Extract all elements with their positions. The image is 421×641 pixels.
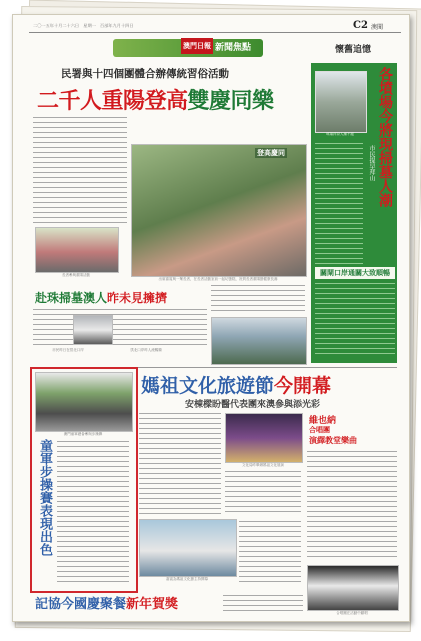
main-kicker: 民署與十四個團體合辦傳統習俗活動 [61, 68, 229, 80]
right-headline: 各墳場今將現掃墓人潮 [377, 67, 393, 207]
music-photo [307, 565, 399, 611]
corner-tag: 懷舊追憶 [335, 45, 372, 55]
secondary-headline [35, 289, 167, 306]
secondary-photo-1 [73, 315, 113, 345]
feature-subhead: 安棟樑盼醫代表團來澳參與添光彩 [185, 400, 321, 410]
secondary-caption-1: 市民昨日在拱北口岸 [52, 348, 84, 352]
bottom-headline [35, 593, 178, 612]
main-photo-caption: 出席嘉賓與一眾長者，在長者活動室前一起切蛋糕，祝賀長者重陽節健康長壽 [158, 277, 278, 281]
music-caption: 合唱團在活動中獻唱 [336, 611, 368, 615]
feature-caption-2: 嘉賓為媽祖文化節主持開幕 [166, 577, 208, 581]
main-photo [131, 144, 307, 277]
right-photo [315, 71, 367, 133]
inset-photo [35, 227, 119, 273]
body-text [33, 307, 207, 345]
secondary-caption-2: 拱北口岸昨人流暢順 [130, 348, 162, 352]
right-box-text [315, 281, 395, 357]
boxed-body-text [57, 439, 129, 585]
secondary-headline-part2: 昨未見擁擠 [107, 291, 168, 305]
newspaper-page [12, 14, 410, 622]
feature-photo-1 [225, 413, 303, 463]
right-box-title: 關閘口岸通關大致順暢 [315, 267, 395, 279]
right-photo-caption: 墳場拜祭人潮不絕 [326, 132, 354, 136]
header-rule [29, 32, 401, 33]
feature-body-text [139, 411, 221, 515]
masthead: 澳門日報 [181, 38, 213, 54]
section-name: 澳聞 [371, 24, 384, 31]
body-text [33, 115, 127, 223]
right-body-text [315, 141, 363, 265]
main-photo-tag: 登高慶同 [257, 148, 285, 157]
feature-body-text [225, 469, 301, 515]
banner-title: 新聞焦點 [215, 43, 252, 53]
boxed-caption: 澳門童軍總會參與步操賽 [63, 432, 103, 436]
body-text [211, 283, 305, 311]
feature-headline [141, 371, 331, 398]
main-headline-part1: 二千人重陽登高 [37, 88, 188, 114]
secondary-headline-part1: 赴珠掃墓澳人 [35, 291, 108, 305]
music-body-text [307, 449, 397, 559]
right-subhead: 市民提早拜山 [368, 145, 375, 181]
feature-photo-2 [139, 519, 237, 577]
page-number: C2 [353, 20, 368, 31]
date-line: 二〇一五年十月二十六日 星期一 百部年九月十四日 [33, 23, 134, 28]
bottom-headline-part2: 新年賀獎 [126, 597, 179, 612]
secondary-photo-2 [211, 317, 307, 365]
feature-body-text [239, 519, 301, 583]
feature-headline-part2: 今開幕 [274, 375, 332, 397]
main-headline [37, 84, 274, 115]
boxed-headline: 童軍步操賽表現出色 [37, 439, 52, 556]
music-headline-3: 演繹教堂樂曲 [309, 435, 357, 445]
feature-headline-part1: 媽祖文化旅遊節 [141, 375, 275, 397]
feature-caption-1: 文化局昨舉辦媽祖文化展演 [242, 463, 284, 467]
music-headline-2: 合唱團 [309, 425, 330, 434]
bottom-headline-part1: 記協今國慶聚餐 [35, 597, 127, 612]
boxed-photo [35, 372, 133, 432]
bottom-body-text [223, 593, 303, 615]
inset-caption: 長者參與重陽活動 [62, 273, 90, 277]
main-headline-part2: 雙慶同樂 [187, 88, 274, 114]
music-headline-1: 維也納 [309, 416, 337, 426]
